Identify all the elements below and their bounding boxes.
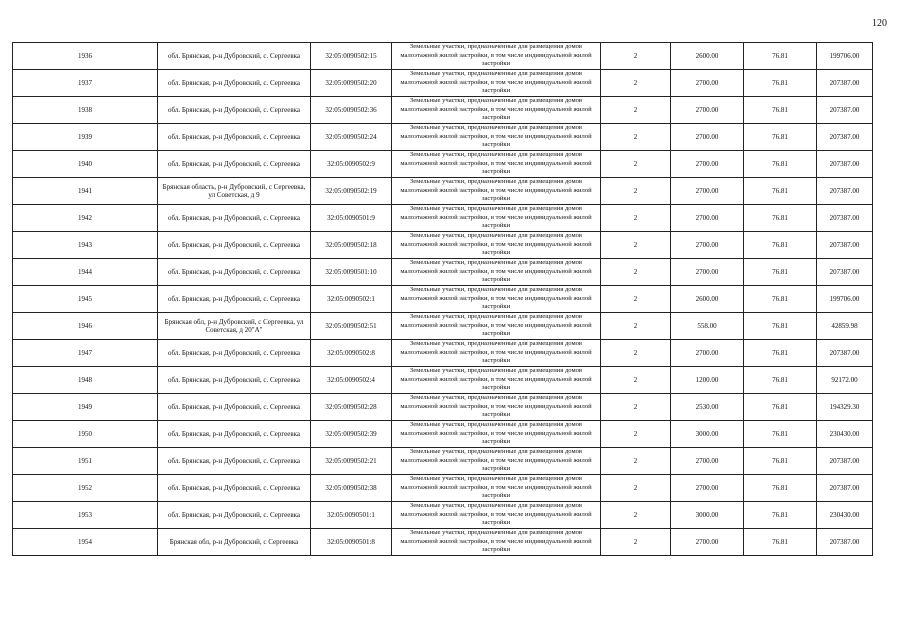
rate-cell: 76.81 (744, 502, 817, 529)
cadastral-value-cell: 199706.00 (817, 43, 873, 70)
table-row (13, 475, 873, 502)
land-use-cell: Земельные участки, предназначенные для размещения домов малоэтажной жилой застройки, в том числе индивидуальной жилой застройки (392, 205, 601, 232)
category-cell: 2 (601, 97, 671, 124)
category-cell: 2 (601, 232, 671, 259)
rate-cell: 76.81 (744, 151, 817, 178)
page-number: 120 (872, 18, 887, 29)
table-row (13, 286, 873, 313)
cadastral-value-cell: 207387.00 (817, 124, 873, 151)
address-cell: обл. Брянская, р-н Дубровский, с. Сергеевка (158, 421, 311, 448)
cadastral-value-cell: 207387.00 (817, 151, 873, 178)
cadastral-number-cell: 32:05:0090501:1 (311, 502, 392, 529)
category-cell: 2 (601, 394, 671, 421)
area-cell: 1200.00 (671, 367, 744, 394)
address-cell: обл. Брянская, р-н Дубровский, с. Сергеевка (158, 70, 311, 97)
area-cell: 2700.00 (671, 97, 744, 124)
rate-cell: 76.81 (744, 232, 817, 259)
area-cell: 2600.00 (671, 43, 744, 70)
address-cell: Брянская обл, р-н Дубровский, с Сергеевка, ул Советская, д 20"А" (158, 313, 311, 340)
rate-cell: 76.81 (744, 70, 817, 97)
land-use-cell: Земельные участки, предназначенные для размещения домов малоэтажной жилой застройки, в том числе индивидуальной жилой застройки (392, 70, 601, 97)
rate-cell: 76.81 (744, 448, 817, 475)
land-use-cell: Земельные участки, предназначенные для размещения домов малоэтажной жилой застройки, в том числе индивидуальной жилой застройки (392, 178, 601, 205)
category-cell: 2 (601, 421, 671, 448)
table-row (13, 151, 873, 178)
cadastral-value-cell: 230430.00 (817, 421, 873, 448)
area-cell: 3000.00 (671, 502, 744, 529)
cadastral-value-cell: 230430.00 (817, 502, 873, 529)
land-use-cell: Земельные участки, предназначенные для размещения домов малоэтажной жилой застройки, в том числе индивидуальной жилой застройки (392, 97, 601, 124)
area-cell: 2700.00 (671, 205, 744, 232)
land-use-cell: Земельные участки, предназначенные для размещения домов малоэтажной жилой застройки, в том числе индивидуальной жилой застройки (392, 502, 601, 529)
address-cell: обл. Брянская, р-н Дубровский, с. Сергеевка (158, 475, 311, 502)
category-cell: 2 (601, 313, 671, 340)
area-cell: 2700.00 (671, 70, 744, 97)
address-cell: обл. Брянская, р-н Дубровский, с. Сергеевка (158, 394, 311, 421)
rate-cell: 76.81 (744, 340, 817, 367)
table-row (13, 502, 873, 529)
cadastral-number-cell: 32:05:0090501:9 (311, 205, 392, 232)
table-row (13, 448, 873, 475)
category-cell: 2 (601, 259, 671, 286)
land-use-cell: Земельные участки, предназначенные для размещения домов малоэтажной жилой застройки, в том числе индивидуальной жилой застройки (392, 367, 601, 394)
table-row (13, 97, 873, 124)
land-use-cell: Земельные участки, предназначенные для размещения домов малоэтажной жилой застройки, в том числе индивидуальной жилой застройки (392, 529, 601, 556)
category-cell: 2 (601, 178, 671, 205)
table-row (13, 232, 873, 259)
row-number: 1953 (13, 502, 158, 529)
cadastral-value-cell: 199706.00 (817, 286, 873, 313)
cadastral-number-cell: 32:05:0090502:36 (311, 97, 392, 124)
cadastral-number-cell: 32:05:0090502:20 (311, 70, 392, 97)
cadastral-value-cell: 207387.00 (817, 70, 873, 97)
table-row (13, 394, 873, 421)
table-row (13, 367, 873, 394)
cadastral-value-cell: 207387.00 (817, 475, 873, 502)
cadastral-number-cell: 32:05:0090501:8 (311, 529, 392, 556)
cadastral-number-cell: 32:05:0090502:39 (311, 421, 392, 448)
cadastral-value-cell: 207387.00 (817, 448, 873, 475)
address-cell: обл. Брянская, р-н Дубровский, с. Сергеевка (158, 286, 311, 313)
row-number: 1954 (13, 529, 158, 556)
table-row (13, 205, 873, 232)
rate-cell: 76.81 (744, 124, 817, 151)
row-number: 1941 (13, 178, 158, 205)
category-cell: 2 (601, 448, 671, 475)
rate-cell: 76.81 (744, 394, 817, 421)
row-number: 1940 (13, 151, 158, 178)
land-use-cell: Земельные участки, предназначенные для размещения домов малоэтажной жилой застройки, в том числе индивидуальной жилой застройки (392, 475, 601, 502)
address-cell: обл. Брянская, р-н Дубровский, с. Сергеевка (158, 448, 311, 475)
land-use-cell: Земельные участки, предназначенные для размещения домов малоэтажной жилой застройки, в том числе индивидуальной жилой застройки (392, 394, 601, 421)
area-cell: 2530.00 (671, 394, 744, 421)
address-cell: обл. Брянская, р-н Дубровский, с. Сергеевка (158, 151, 311, 178)
area-cell: 2700.00 (671, 151, 744, 178)
rate-cell: 76.81 (744, 259, 817, 286)
row-number: 1947 (13, 340, 158, 367)
cadastral-number-cell: 32:05:0090502:38 (311, 475, 392, 502)
row-number: 1938 (13, 97, 158, 124)
land-use-cell: Земельные участки, предназначенные для размещения домов малоэтажной жилой застройки, в том числе индивидуальной жилой застройки (392, 151, 601, 178)
rate-cell: 76.81 (744, 475, 817, 502)
row-number: 1946 (13, 313, 158, 340)
cadastral-number-cell: 32:05:0090502:28 (311, 394, 392, 421)
category-cell: 2 (601, 529, 671, 556)
land-registry-table (12, 42, 873, 556)
table-row (13, 340, 873, 367)
row-number: 1951 (13, 448, 158, 475)
cadastral-value-cell: 207387.00 (817, 232, 873, 259)
table-row (13, 178, 873, 205)
table-row (13, 124, 873, 151)
address-cell: обл. Брянская, р-н Дубровский, с. Сергеевка (158, 340, 311, 367)
land-use-cell: Земельные участки, предназначенные для размещения домов малоэтажной жилой застройки, в том числе индивидуальной жилой застройки (392, 124, 601, 151)
cadastral-value-cell: 207387.00 (817, 205, 873, 232)
cadastral-value-cell: 207387.00 (817, 529, 873, 556)
cadastral-value-cell: 92172.00 (817, 367, 873, 394)
cadastral-number-cell: 32:05:0090501:10 (311, 259, 392, 286)
area-cell: 3000.00 (671, 421, 744, 448)
cadastral-value-cell: 42859.98 (817, 313, 873, 340)
category-cell: 2 (601, 286, 671, 313)
land-use-cell: Земельные участки, предназначенные для размещения домов малоэтажной жилой застройки, в том числе индивидуальной жилой застройки (392, 421, 601, 448)
row-number: 1945 (13, 286, 158, 313)
area-cell: 2700.00 (671, 259, 744, 286)
address-cell: обл. Брянская, р-н Дубровский, с. Сергеевка (158, 43, 311, 70)
rate-cell: 76.81 (744, 313, 817, 340)
area-cell: 2700.00 (671, 124, 744, 151)
cadastral-number-cell: 32:05:0090502:24 (311, 124, 392, 151)
rate-cell: 76.81 (744, 367, 817, 394)
rate-cell: 76.81 (744, 97, 817, 124)
row-number: 1944 (13, 259, 158, 286)
category-cell: 2 (601, 43, 671, 70)
address-cell: обл. Брянская, р-н Дубровский, с. Сергеевка (158, 124, 311, 151)
cadastral-value-cell: 207387.00 (817, 178, 873, 205)
rate-cell: 76.81 (744, 205, 817, 232)
land-use-cell: Земельные участки, предназначенные для размещения домов малоэтажной жилой застройки, в том числе индивидуальной жилой застройки (392, 43, 601, 70)
row-number: 1939 (13, 124, 158, 151)
area-cell: 2700.00 (671, 178, 744, 205)
table-row (13, 313, 873, 340)
category-cell: 2 (601, 151, 671, 178)
area-cell: 2700.00 (671, 529, 744, 556)
table-row (13, 259, 873, 286)
category-cell: 2 (601, 475, 671, 502)
cadastral-number-cell: 32:05:0090502:8 (311, 340, 392, 367)
category-cell: 2 (601, 367, 671, 394)
cadastral-number-cell: 32:05:0090502:15 (311, 43, 392, 70)
land-use-cell: Земельные участки, предназначенные для размещения домов малоэтажной жилой застройки, в том числе индивидуальной жилой застройки (392, 259, 601, 286)
land-use-cell: Земельные участки, предназначенные для размещения домов малоэтажной жилой застройки, в том числе индивидуальной жилой застройки (392, 448, 601, 475)
cadastral-value-cell: 207387.00 (817, 97, 873, 124)
land-use-cell: Земельные участки, предназначенные для размещения домов малоэтажной жилой застройки, в том числе индивидуальной жилой застройки (392, 313, 601, 340)
address-cell: обл. Брянская, р-н Дубровский, с. Сергеевка (158, 232, 311, 259)
address-cell: обл. Брянская, р-н Дубровский, с. Сергеевка (158, 97, 311, 124)
area-cell: 2600.00 (671, 286, 744, 313)
cadastral-number-cell: 32:05:0090502:9 (311, 151, 392, 178)
table-row (13, 421, 873, 448)
row-number: 1948 (13, 367, 158, 394)
address-cell: обл. Брянская, р-н Дубровский, с. Сергеевка (158, 259, 311, 286)
land-use-cell: Земельные участки, предназначенные для размещения домов малоэтажной жилой застройки, в том числе индивидуальной жилой застройки (392, 340, 601, 367)
row-number: 1950 (13, 421, 158, 448)
cadastral-value-cell: 194329.30 (817, 394, 873, 421)
row-number: 1949 (13, 394, 158, 421)
area-cell: 2700.00 (671, 340, 744, 367)
area-cell: 2700.00 (671, 232, 744, 259)
land-use-cell: Земельные участки, предназначенные для размещения домов малоэтажной жилой застройки, в том числе индивидуальной жилой застройки (392, 286, 601, 313)
rate-cell: 76.81 (744, 286, 817, 313)
address-cell: обл. Брянская, р-н Дубровский, с. Сергеевка (158, 367, 311, 394)
category-cell: 2 (601, 502, 671, 529)
cadastral-number-cell: 32:05:0090502:1 (311, 286, 392, 313)
cadastral-number-cell: 32:05:0090502:51 (311, 313, 392, 340)
cadastral-number-cell: 32:05:0090502:19 (311, 178, 392, 205)
rate-cell: 76.81 (744, 421, 817, 448)
category-cell: 2 (601, 340, 671, 367)
row-number: 1952 (13, 475, 158, 502)
rate-cell: 76.81 (744, 43, 817, 70)
area-cell: 2700.00 (671, 475, 744, 502)
area-cell: 558.00 (671, 313, 744, 340)
rate-cell: 76.81 (744, 529, 817, 556)
cadastral-value-cell: 207387.00 (817, 259, 873, 286)
address-cell: обл. Брянская, р-н Дубровский, с. Сергеевка (158, 502, 311, 529)
table-row (13, 43, 873, 70)
land-use-cell: Земельные участки, предназначенные для размещения домов малоэтажной жилой застройки, в том числе индивидуальной жилой застройки (392, 232, 601, 259)
category-cell: 2 (601, 124, 671, 151)
row-number: 1943 (13, 232, 158, 259)
area-cell: 2700.00 (671, 448, 744, 475)
row-number: 1937 (13, 70, 158, 97)
address-cell: Брянская область, р-н Дубровский, с Сергеевка, ул Советская, д 9 (158, 178, 311, 205)
rate-cell: 76.81 (744, 178, 817, 205)
table-row (13, 529, 873, 556)
cadastral-number-cell: 32:05:0090502:21 (311, 448, 392, 475)
address-cell: обл. Брянская, р-н Дубровский, с. Сергеевка (158, 205, 311, 232)
address-cell: Брянская обл, р-н Дубровский, с Сергеевка (158, 529, 311, 556)
row-number: 1942 (13, 205, 158, 232)
cadastral-number-cell: 32:05:0090502:18 (311, 232, 392, 259)
row-number: 1936 (13, 43, 158, 70)
cadastral-value-cell: 207387.00 (817, 340, 873, 367)
category-cell: 2 (601, 70, 671, 97)
category-cell: 2 (601, 205, 671, 232)
cadastral-number-cell: 32:05:0090502:4 (311, 367, 392, 394)
table-row (13, 70, 873, 97)
